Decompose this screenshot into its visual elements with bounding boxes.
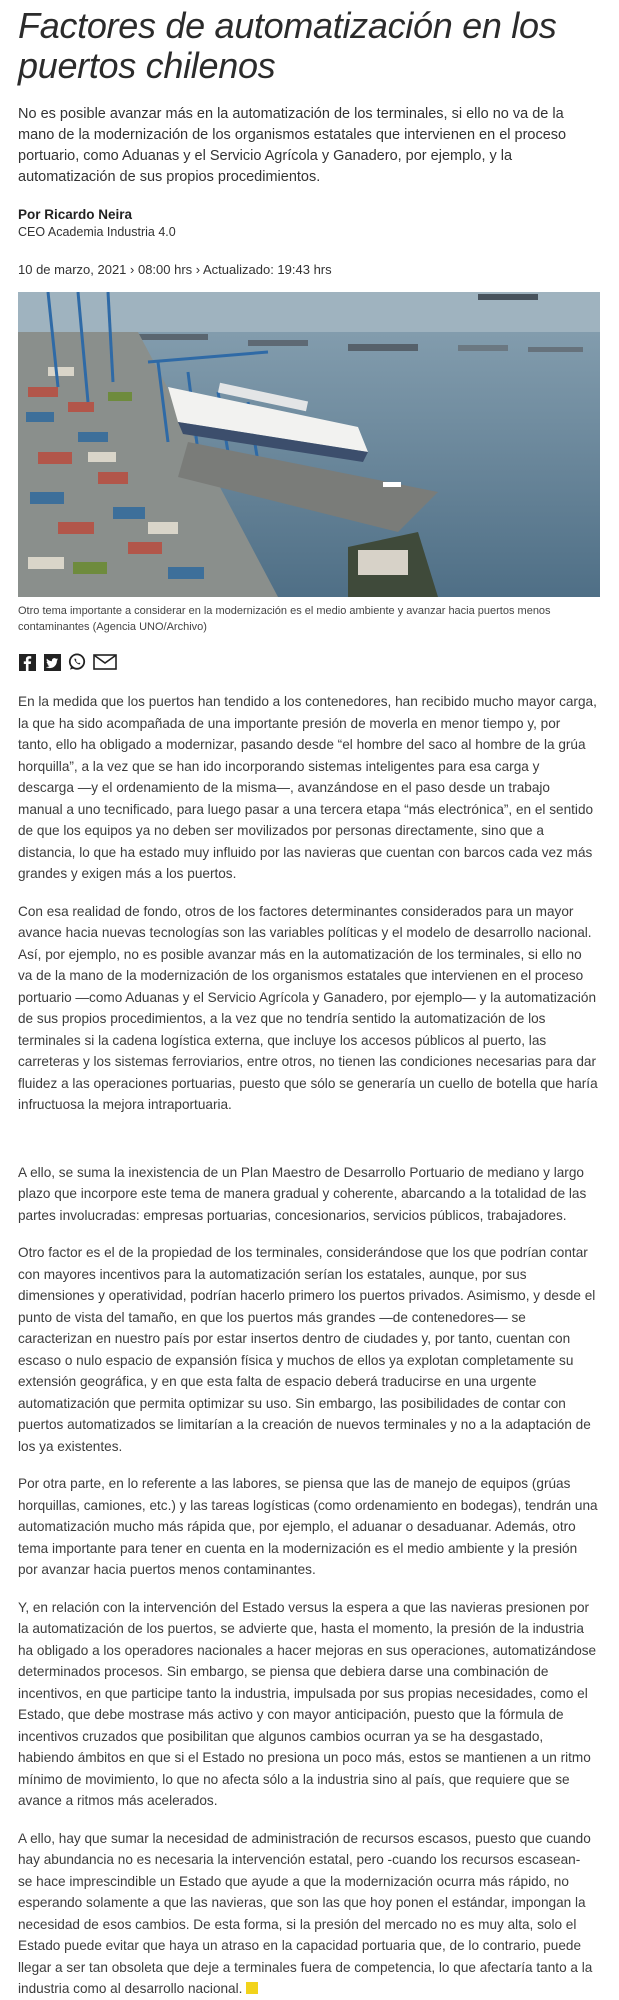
whatsapp-icon bbox=[68, 653, 86, 671]
email-icon bbox=[93, 653, 117, 671]
share-bar bbox=[18, 651, 601, 673]
article-paragraph: A ello, se suma la inexistencia de un Plan Maestro de Desarrollo Portuario de mediano y largo plazo que incorpore este tema de manera gradual y coherente, abarcando a la totalidad de las partes involucradas: empresas portuarias, concesionarios, servicios públicos, trabajadores. bbox=[18, 1164, 587, 1223]
article-paragraph: Y, en relación con la intervención del Estado versus la espera a que las navieras presionen por la automatización de los puertos, se advierte que, hasta el momento, la presión de la industria ha obligado a los operadores nacionales a hacer mejoras en sus operaciones, automatizándose determinados procesos. Sin embargo, se piensa que debiera darse una combinación de incentivos, en que participe tanto la industria, impulsada por sus propias necesidades, como el Estado, que debe mostrase más activo y con mayor anticipación, puesto que la fórmula de incentivos cruzados que posibilitan que algunos cambios ocurran ya se ha desgastado, habiendo ámbitos en que si el Estado no presiona un poco más, estos se mantienen a un ritmo mínimo de movimiento, lo que no afecta sólo a la industria sino al país, que requiere que se avance a ritmos más acelerados. bbox=[18, 1599, 597, 1808]
end-of-article-mark bbox=[246, 1982, 258, 1994]
facebook-share-button[interactable] bbox=[18, 653, 36, 671]
twitter-icon bbox=[44, 654, 61, 671]
twitter-share-button[interactable] bbox=[43, 653, 61, 671]
article-paragraph: En la medida que los puertos han tendido a los contenedores, han recibido mucho mayor carga, la que ha sido acompañada de una importante presión de moverla en menor tiempo y, por tanto, ello ha obligado a modernizar, pasando desde “el hombre del saco al hombre de la grúa horquilla”, a la vez que se han ido incorporando sistemas inteligentes para esa carga y descarga —y el ordenamiento de la misma—, avanzándose en el paso desde un trabajo manual a uno tecnificado, para luego pasar a una tercera etapa “más electrónica”, en el sentido de que los equipos ya no deben ser movilizados por personas directamente, sino que a distancia, lo que ha estado muy influido por las navieras que cuentan con barcos cada vez más grandes y exigen más a los puertos. bbox=[18, 694, 597, 881]
photo-caption: Otro tema importante a considerar en la modernización es el medio ambiente y avanzar hacia puertos menos contaminantes (Agencia UNO/Archivo) bbox=[18, 605, 551, 633]
article-photo[interactable] bbox=[18, 292, 600, 597]
author-name[interactable]: Por Ricardo Neira bbox=[18, 207, 133, 222]
port-photo-illustration bbox=[18, 292, 600, 597]
publish-date: 10 de marzo, 2021 › 08:00 hrs › Actualizado: 19:43 hrs bbox=[18, 262, 332, 277]
article-paragraph-last bbox=[18, 1828, 598, 2000]
email-share-button[interactable] bbox=[93, 653, 117, 671]
article-paragraph: Por otra parte, en lo referente a las labores, se piensa que las de manejo de equipos (grúas horquillas, camiones, etc.) y las tareas logísticas (como ordenamiento en bodegas), tendrán una automatización mucho más rápida que, por ejemplo, el aduanar o desaduanar. Además, otro tema importante para tener en cuenta en la modernización es el medio ambiente y la presión por avanzar hacia puertos menos contaminantes. bbox=[18, 1476, 598, 1577]
facebook-icon bbox=[19, 654, 36, 671]
whatsapp-share-button[interactable] bbox=[68, 653, 86, 671]
author-role: CEO Academia Industria 4.0 bbox=[18, 225, 176, 239]
article-lead: No es posible avanzar más en la automatización de los terminales, si ello no va de la mano de la modernización de los organismos estatales que intervienen en el proceso portuario, como Aduanas y el Servicio Agrícola y Ganadero, por ejemplo, y la automatización de sus propios procedimientos. bbox=[18, 106, 567, 185]
last-paragraph-text: A ello, hay que sumar la necesidad de administración de recursos escasos, puesto que cuando hay abundancia no es necesaria la intervención estatal, pero -cuando los recursos escasean- se hace imprescindible un Estado que ayude a que la modernización ocurra más rápido, no esperando solamente a que las navieras, que son las que hoy ponen el estándar, impongan la necesidad de esos cambios. De esta forma, si la presión del mercado no es muy alta, solo el Estado puede evitar que haya un atraso en la capacidad portuaria que, de lo contrario, puede llegar a ser tan obsoleta que deje a terminales fuera de competencia, lo que afectaría tanto a la industria como al desarrollo nacional. bbox=[18, 1830, 593, 1996]
article bbox=[18, 0, 601, 2000]
article-title: Factores de automatización en los puertos chilenos bbox=[18, 5, 557, 86]
article-paragraph: Con esa realidad de fondo, otros de los factores determinantes considerados para un mayor avance hacia nuevas tecnologías son las variables políticas y el modelo de desarrollo nacional. Así, por ejemplo, no es posible avanzar más en la automatización de los terminales, si ello no va de la mano de la modernización de los organismos estatales que intervienen en el proceso portuario —como Aduanas y el Servicio Agrícola y Ganadero, por ejemplo— y la automatización de sus propios procedimientos, a la vez que no tendría sentido la automatización de los terminales si la cadena logística externa, que incluye los accesos públicos al puerto, las carreteras y los sistemas ferroviarios, entre otros, no tienen las condiciones necesarias para dar fluidez a las operaciones portuarias, puesto que sólo se generaría un cuello de botella que haría infructuosa la mejora intraportuaria. bbox=[18, 903, 598, 1112]
article-paragraph: Otro factor es el de la propiedad de los terminales, considerándose que los que podrían contar con mayores incentivos para la automatización serían los estatales, aunque, por sus dimensiones y operatividad, podrían hacerlo primero los puertos privados. Asimismo, y desde el punto de vista del tamaño, en que los puertos más grandes —de contenedores— se caracterizan en nuestro país por estar insertos dentro de ciudades y, por tanto, cuentan con escaso o nulo espacio de expansión física y muchos de ellos ya explotan completamente su extensión geográfica, y en que esta falta de espacio deberá traducirse en una urgente automatización que permita optimizar su uso. Sin embargo, las posibilidades de contar con puertos automatizados se limitarían a la creación de nuevos terminales y no a la adaptación de los ya existentes. bbox=[18, 1245, 596, 1454]
article-body bbox=[18, 691, 601, 2000]
